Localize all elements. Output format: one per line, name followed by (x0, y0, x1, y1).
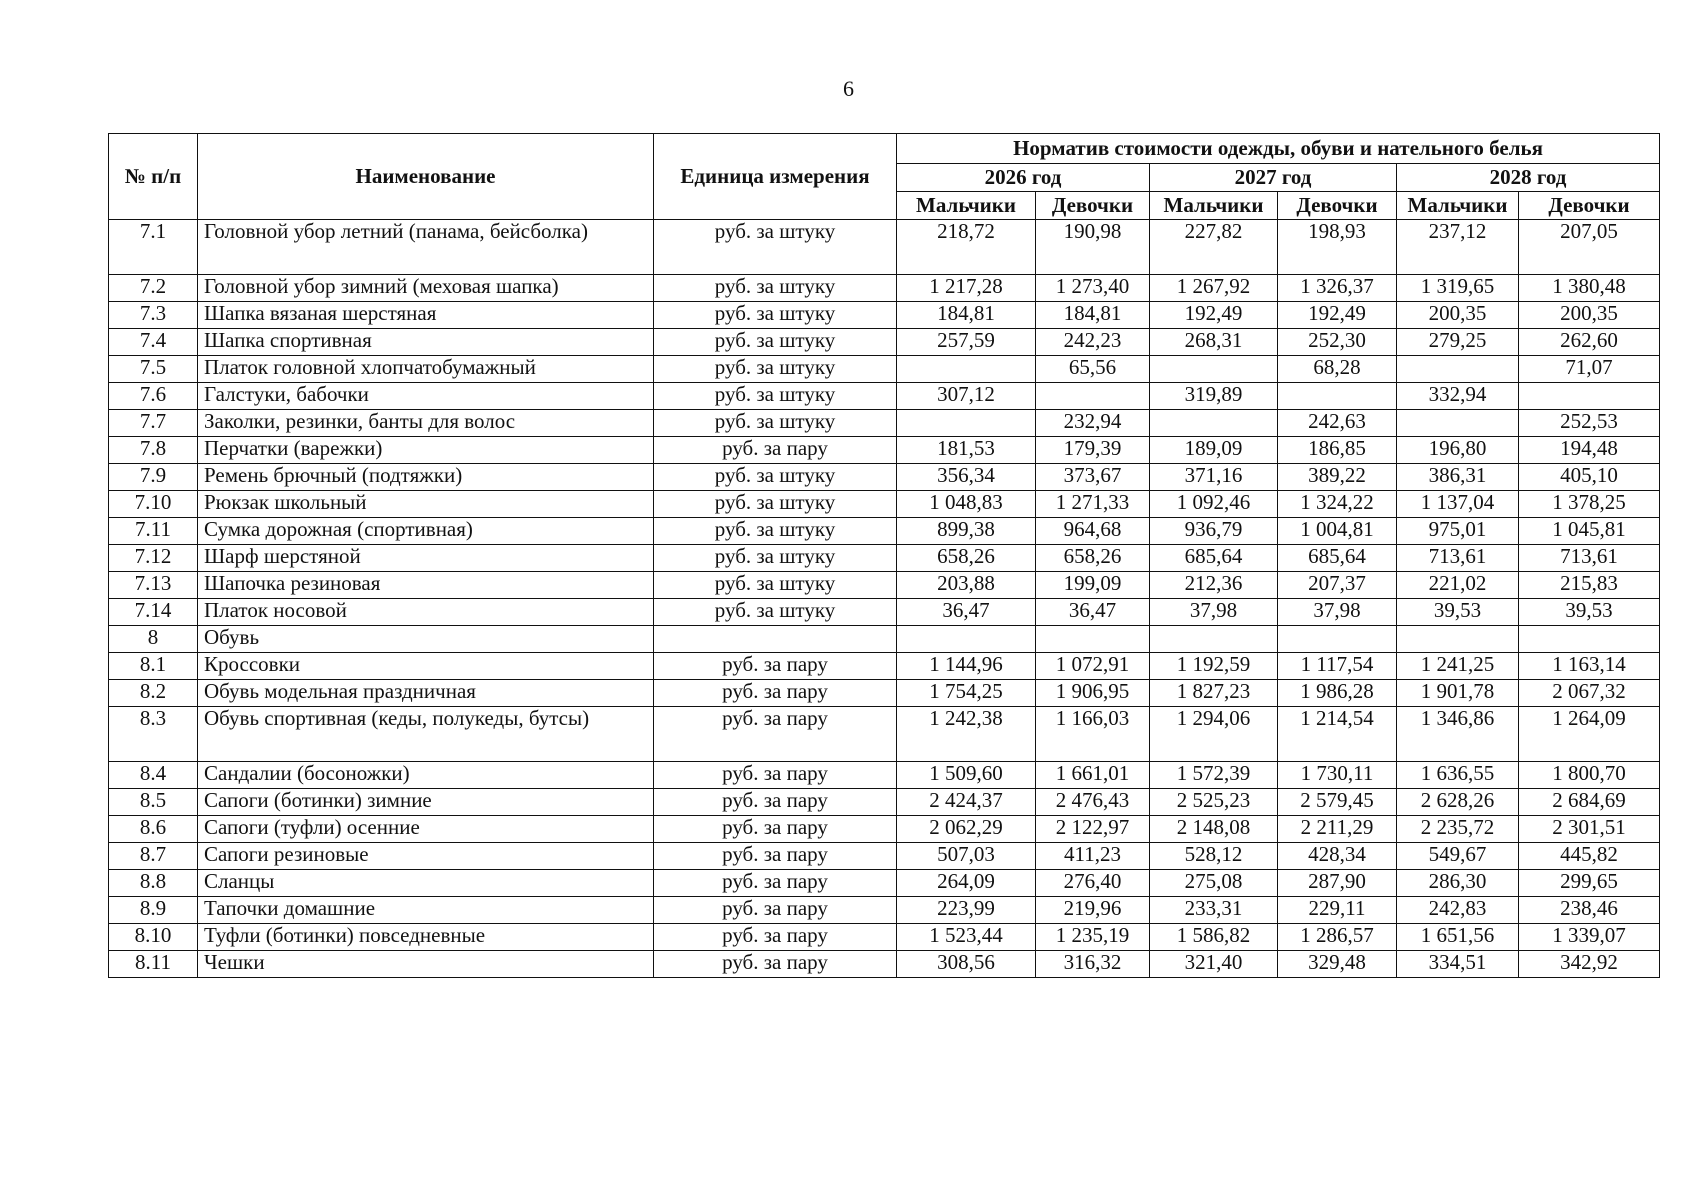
row-name: Сапоги (туфли) осенние (198, 816, 654, 843)
row-value: 1 572,39 (1150, 762, 1278, 789)
row-value: 238,46 (1519, 897, 1660, 924)
row-value: 36,47 (1036, 599, 1150, 626)
row-value: 196,80 (1397, 437, 1519, 464)
row-value: 286,30 (1397, 870, 1519, 897)
row-value: 319,89 (1150, 383, 1278, 410)
row-value: 1 294,06 (1150, 707, 1278, 762)
table-row (109, 518, 1660, 545)
row-value: 549,67 (1397, 843, 1519, 870)
row-unit: руб. за штуку (654, 464, 897, 491)
row-name: Сланцы (198, 870, 654, 897)
row-value: 1 523,44 (897, 924, 1036, 951)
row-value: 507,03 (897, 843, 1036, 870)
row-unit: руб. за пару (654, 951, 897, 978)
table-body (109, 220, 1660, 978)
row-value: 227,82 (1150, 220, 1278, 275)
row-value: 428,34 (1278, 843, 1397, 870)
row-value: 71,07 (1519, 356, 1660, 383)
row-value: 1 800,70 (1519, 762, 1660, 789)
row-name: Платок носовой (198, 599, 654, 626)
row-value: 184,81 (1036, 302, 1150, 329)
row-value: 2 579,45 (1278, 789, 1397, 816)
row-value (1150, 356, 1278, 383)
row-number: 7.9 (109, 464, 198, 491)
row-value: 528,12 (1150, 843, 1278, 870)
row-unit: руб. за штуку (654, 356, 897, 383)
row-value: 237,12 (1397, 220, 1519, 275)
row-value: 1 986,28 (1278, 680, 1397, 707)
row-value: 411,23 (1036, 843, 1150, 870)
row-value: 899,38 (897, 518, 1036, 545)
row-value: 1 319,65 (1397, 275, 1519, 302)
row-value: 2 476,43 (1036, 789, 1150, 816)
row-value: 1 242,38 (897, 707, 1036, 762)
table-row (109, 410, 1660, 437)
row-value: 252,53 (1519, 410, 1660, 437)
row-value: 405,10 (1519, 464, 1660, 491)
row-value: 1 072,91 (1036, 653, 1150, 680)
row-value: 2 062,29 (897, 816, 1036, 843)
row-value: 181,53 (897, 437, 1036, 464)
row-name: Обувь спортивная (кеды, полукеды, бутсы) (198, 707, 654, 762)
row-name: Рюкзак школьный (198, 491, 654, 518)
row-name: Тапочки домашние (198, 897, 654, 924)
row-name: Сандалии (босоножки) (198, 762, 654, 789)
row-value: 389,22 (1278, 464, 1397, 491)
row-name: Туфли (ботинки) повседневные (198, 924, 654, 951)
table-row (109, 464, 1660, 491)
row-value: 1 273,40 (1036, 275, 1150, 302)
header-group-title: Норматив стоимости одежды, обуви и нательного белья (897, 134, 1660, 164)
row-value: 342,92 (1519, 951, 1660, 978)
row-unit: руб. за пару (654, 437, 897, 464)
row-value: 334,51 (1397, 951, 1519, 978)
row-number: 7.13 (109, 572, 198, 599)
row-value: 1 166,03 (1036, 707, 1150, 762)
row-value: 356,34 (897, 464, 1036, 491)
row-value: 184,81 (897, 302, 1036, 329)
row-value (1519, 383, 1660, 410)
header-year-2026: 2026 год (897, 164, 1150, 192)
row-value: 332,94 (1397, 383, 1519, 410)
row-unit: руб. за пару (654, 924, 897, 951)
row-unit: руб. за пару (654, 789, 897, 816)
row-value (897, 356, 1036, 383)
row-value: 179,39 (1036, 437, 1150, 464)
row-value: 316,32 (1036, 951, 1150, 978)
row-value: 223,99 (897, 897, 1036, 924)
row-value: 1 661,01 (1036, 762, 1150, 789)
row-unit: руб. за штуку (654, 545, 897, 572)
row-unit: руб. за штуку (654, 383, 897, 410)
table-row (109, 572, 1660, 599)
row-unit: руб. за штуку (654, 491, 897, 518)
row-value: 203,88 (897, 572, 1036, 599)
row-value: 1 163,14 (1519, 653, 1660, 680)
row-value: 207,05 (1519, 220, 1660, 275)
table-row (109, 870, 1660, 897)
row-value: 964,68 (1036, 518, 1150, 545)
row-name: Чешки (198, 951, 654, 978)
row-value (1036, 626, 1150, 653)
row-value: 221,02 (1397, 572, 1519, 599)
row-value (1519, 626, 1660, 653)
row-number: 7.3 (109, 302, 198, 329)
row-name: Шапка вязаная шерстяная (198, 302, 654, 329)
header-sub: Девочки (1278, 192, 1397, 220)
row-value: 1 092,46 (1150, 491, 1278, 518)
row-number: 7.6 (109, 383, 198, 410)
row-value (1036, 383, 1150, 410)
row-unit: руб. за штуку (654, 410, 897, 437)
row-value: 37,98 (1278, 599, 1397, 626)
row-value: 199,09 (1036, 572, 1150, 599)
row-value: 1 651,56 (1397, 924, 1519, 951)
row-value (1150, 626, 1278, 653)
row-unit: руб. за штуку (654, 572, 897, 599)
row-value: 2 067,32 (1519, 680, 1660, 707)
row-value: 2 122,97 (1036, 816, 1150, 843)
row-value: 1 378,25 (1519, 491, 1660, 518)
row-name: Ремень брючный (подтяжки) (198, 464, 654, 491)
row-value: 2 424,37 (897, 789, 1036, 816)
row-value: 299,65 (1519, 870, 1660, 897)
row-value: 276,40 (1036, 870, 1150, 897)
row-unit: руб. за пару (654, 653, 897, 680)
row-value: 1 730,11 (1278, 762, 1397, 789)
table-row (109, 437, 1660, 464)
row-name: Головной убор зимний (меховая шапка) (198, 275, 654, 302)
table-row (109, 329, 1660, 356)
row-value: 287,90 (1278, 870, 1397, 897)
row-value: 386,31 (1397, 464, 1519, 491)
row-value: 242,23 (1036, 329, 1150, 356)
row-number: 8.2 (109, 680, 198, 707)
row-unit: руб. за штуку (654, 275, 897, 302)
table-row (109, 545, 1660, 572)
row-value: 218,72 (897, 220, 1036, 275)
row-number: 7.2 (109, 275, 198, 302)
row-number: 8.4 (109, 762, 198, 789)
row-value: 242,63 (1278, 410, 1397, 437)
row-value: 1 117,54 (1278, 653, 1397, 680)
header-sub: Мальчики (897, 192, 1036, 220)
table-row (109, 275, 1660, 302)
row-name: Сумка дорожная (спортивная) (198, 518, 654, 545)
row-value (1150, 410, 1278, 437)
row-value: 215,83 (1519, 572, 1660, 599)
row-value: 658,26 (897, 545, 1036, 572)
header-year-2028: 2028 год (1397, 164, 1660, 192)
row-value: 192,49 (1278, 302, 1397, 329)
row-value: 198,93 (1278, 220, 1397, 275)
row-value: 37,98 (1150, 599, 1278, 626)
row-value: 713,61 (1519, 545, 1660, 572)
row-value: 329,48 (1278, 951, 1397, 978)
table-row (109, 599, 1660, 626)
row-value: 207,37 (1278, 572, 1397, 599)
table-row (109, 626, 1660, 653)
row-value: 713,61 (1397, 545, 1519, 572)
row-number: 7.12 (109, 545, 198, 572)
row-value: 1 754,25 (897, 680, 1036, 707)
row-value: 1 324,22 (1278, 491, 1397, 518)
table-row (109, 843, 1660, 870)
row-value: 1 509,60 (897, 762, 1036, 789)
row-value: 186,85 (1278, 437, 1397, 464)
row-value (1397, 356, 1519, 383)
row-value: 1 267,92 (1150, 275, 1278, 302)
row-value: 1 235,19 (1036, 924, 1150, 951)
row-name: Перчатки (варежки) (198, 437, 654, 464)
table-header (109, 134, 1660, 220)
row-value: 685,64 (1278, 545, 1397, 572)
row-number: 7.5 (109, 356, 198, 383)
row-value: 371,16 (1150, 464, 1278, 491)
row-value: 268,31 (1150, 329, 1278, 356)
row-value: 192,49 (1150, 302, 1278, 329)
row-value: 1 339,07 (1519, 924, 1660, 951)
row-value: 307,12 (897, 383, 1036, 410)
row-unit: руб. за пару (654, 762, 897, 789)
row-number: 7.4 (109, 329, 198, 356)
row-number: 7.1 (109, 220, 198, 275)
table-row (109, 220, 1660, 275)
row-value: 2 235,72 (1397, 816, 1519, 843)
table-row (109, 897, 1660, 924)
row-unit: руб. за штуку (654, 220, 897, 275)
row-number: 8.10 (109, 924, 198, 951)
row-number: 8.3 (109, 707, 198, 762)
row-name: Кроссовки (198, 653, 654, 680)
row-value: 1 286,57 (1278, 924, 1397, 951)
table-row (109, 491, 1660, 518)
row-value: 1 045,81 (1519, 518, 1660, 545)
row-value: 1 326,37 (1278, 275, 1397, 302)
row-value: 279,25 (1397, 329, 1519, 356)
row-name: Шапочка резиновая (198, 572, 654, 599)
row-value: 1 048,83 (897, 491, 1036, 518)
table-row (109, 680, 1660, 707)
row-unit (654, 626, 897, 653)
row-number: 7.14 (109, 599, 198, 626)
row-value: 219,96 (1036, 897, 1150, 924)
row-value: 190,98 (1036, 220, 1150, 275)
table-row (109, 356, 1660, 383)
row-value: 1 192,59 (1150, 653, 1278, 680)
row-number: 8.8 (109, 870, 198, 897)
row-value: 233,31 (1150, 897, 1278, 924)
row-value: 1 004,81 (1278, 518, 1397, 545)
row-number: 8.7 (109, 843, 198, 870)
row-value: 200,35 (1397, 302, 1519, 329)
row-number: 7.7 (109, 410, 198, 437)
row-value: 242,83 (1397, 897, 1519, 924)
row-value: 1 380,48 (1519, 275, 1660, 302)
row-number: 7.10 (109, 491, 198, 518)
row-value: 212,36 (1150, 572, 1278, 599)
row-value: 1 586,82 (1150, 924, 1278, 951)
row-value: 2 525,23 (1150, 789, 1278, 816)
header-sub: Девочки (1519, 192, 1660, 220)
table-row (109, 302, 1660, 329)
row-number: 7.11 (109, 518, 198, 545)
row-value: 36,47 (897, 599, 1036, 626)
row-value: 685,64 (1150, 545, 1278, 572)
row-unit: руб. за пару (654, 897, 897, 924)
row-value: 2 148,08 (1150, 816, 1278, 843)
row-value: 1 827,23 (1150, 680, 1278, 707)
row-value: 445,82 (1519, 843, 1660, 870)
row-value (897, 626, 1036, 653)
row-value: 2 684,69 (1519, 789, 1660, 816)
row-unit: руб. за штуку (654, 329, 897, 356)
row-value: 39,53 (1397, 599, 1519, 626)
row-value: 1 271,33 (1036, 491, 1150, 518)
row-number: 8.1 (109, 653, 198, 680)
row-value: 373,67 (1036, 464, 1150, 491)
row-value: 65,56 (1036, 356, 1150, 383)
row-value (1397, 410, 1519, 437)
header-sub: Мальчики (1397, 192, 1519, 220)
row-name: Шарф шерстяной (198, 545, 654, 572)
row-name: Обувь (198, 626, 654, 653)
row-value: 2 211,29 (1278, 816, 1397, 843)
row-value: 39,53 (1519, 599, 1660, 626)
row-value: 1 137,04 (1397, 491, 1519, 518)
row-value: 275,08 (1150, 870, 1278, 897)
table-row (109, 653, 1660, 680)
row-number: 7.8 (109, 437, 198, 464)
row-name: Обувь модельная праздничная (198, 680, 654, 707)
table-row (109, 816, 1660, 843)
row-name: Галстуки, бабочки (198, 383, 654, 410)
row-value: 1 636,55 (1397, 762, 1519, 789)
row-name: Платок головной хлопчатобумажный (198, 356, 654, 383)
table-row (109, 924, 1660, 951)
table-row (109, 762, 1660, 789)
row-value (1278, 383, 1397, 410)
row-value: 308,56 (897, 951, 1036, 978)
norms-table (108, 133, 1660, 978)
row-value: 1 241,25 (1397, 653, 1519, 680)
row-value: 252,30 (1278, 329, 1397, 356)
header-sub: Мальчики (1150, 192, 1278, 220)
row-name: Сапоги (ботинки) зимние (198, 789, 654, 816)
row-value: 2 301,51 (1519, 816, 1660, 843)
table-row (109, 383, 1660, 410)
row-value: 1 264,09 (1519, 707, 1660, 762)
row-unit: руб. за пару (654, 870, 897, 897)
row-unit: руб. за штуку (654, 599, 897, 626)
row-number: 8.11 (109, 951, 198, 978)
table-row (109, 951, 1660, 978)
row-value: 975,01 (1397, 518, 1519, 545)
row-value: 1 346,86 (1397, 707, 1519, 762)
row-value: 200,35 (1519, 302, 1660, 329)
header-num: № п/п (109, 134, 198, 220)
row-value: 321,40 (1150, 951, 1278, 978)
row-value: 257,59 (897, 329, 1036, 356)
row-value: 189,09 (1150, 437, 1278, 464)
row-value: 232,94 (1036, 410, 1150, 437)
row-value (1278, 626, 1397, 653)
row-value: 1 214,54 (1278, 707, 1397, 762)
row-value: 1 144,96 (897, 653, 1036, 680)
row-unit: руб. за пару (654, 707, 897, 762)
row-value: 1 901,78 (1397, 680, 1519, 707)
row-value: 229,11 (1278, 897, 1397, 924)
row-value: 262,60 (1519, 329, 1660, 356)
row-name: Головной убор летний (панама, бейсболка) (198, 220, 654, 275)
row-unit: руб. за пару (654, 816, 897, 843)
page-number: 6 (843, 76, 854, 101)
row-value: 1 906,95 (1036, 680, 1150, 707)
row-name: Сапоги резиновые (198, 843, 654, 870)
row-number: 8.5 (109, 789, 198, 816)
row-value: 68,28 (1278, 356, 1397, 383)
row-number: 8.6 (109, 816, 198, 843)
row-value: 658,26 (1036, 545, 1150, 572)
table-row (109, 789, 1660, 816)
header-sub: Девочки (1036, 192, 1150, 220)
header-unit: Единица измерения (654, 134, 897, 220)
row-name: Заколки, резинки, банты для волос (198, 410, 654, 437)
table-row (109, 707, 1660, 762)
row-value (897, 410, 1036, 437)
row-unit: руб. за пару (654, 843, 897, 870)
row-unit: руб. за штуку (654, 302, 897, 329)
header-name: Наименование (198, 134, 654, 220)
row-name: Шапка спортивная (198, 329, 654, 356)
row-value: 936,79 (1150, 518, 1278, 545)
row-value: 264,09 (897, 870, 1036, 897)
row-value: 1 217,28 (897, 275, 1036, 302)
row-value: 194,48 (1519, 437, 1660, 464)
row-value (1397, 626, 1519, 653)
row-unit: руб. за пару (654, 680, 897, 707)
header-year-2027: 2027 год (1150, 164, 1397, 192)
row-unit: руб. за штуку (654, 518, 897, 545)
row-value: 2 628,26 (1397, 789, 1519, 816)
row-number: 8 (109, 626, 198, 653)
row-number: 8.9 (109, 897, 198, 924)
